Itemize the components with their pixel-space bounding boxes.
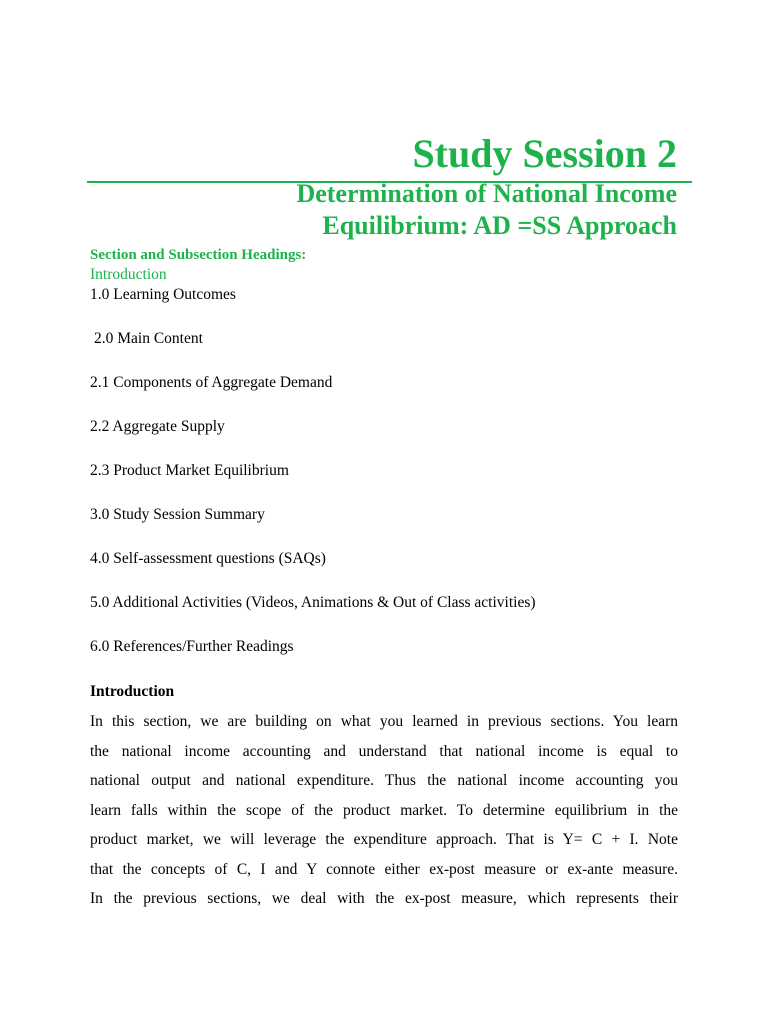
toc-item-session-summary: 3.0 Study Session Summary [90, 506, 265, 523]
paragraph-line: In the previous sections, we deal with the ex-post measure, which represents their [90, 890, 678, 907]
paragraph-line: In this section, we are building on what you learned in previous sections. You learn [90, 713, 678, 730]
toc-item-product-market-equilibrium: 2.3 Product Market Equilibrium [90, 462, 289, 479]
introduction-heading: Introduction [90, 683, 175, 700]
toc-item-main-content: 2.0 Main Content [94, 330, 203, 347]
session-title: Study Session 2 [412, 131, 677, 176]
toc-item-additional-activities: 5.0 Additional Activities (Videos, Animations & Out of Class activities) [90, 594, 536, 611]
subtitle-line-2: Equilibrium: AD =SS Approach [322, 211, 677, 240]
paragraph-line: learn falls within the scope of the product market. To determine equilibrium in the [90, 801, 678, 819]
paragraph-line: national output and national expenditure. Thus the national income accounting you [90, 772, 678, 789]
toc-introduction-link[interactable]: Introduction [90, 266, 167, 283]
toc-item-aggregate-demand: 2.1 Components of Aggregate Demand [90, 374, 333, 391]
introduction-paragraph [90, 707, 678, 914]
toc-item-self-assessment: 4.0 Self-assessment questions (SAQs) [90, 550, 326, 567]
paragraph-line: product market, we will leverage the expenditure approach. That is Y= C + I. Note [90, 831, 678, 848]
session-subtitle [296, 178, 677, 242]
section-headings-label: Section and Subsection Headings: [90, 247, 307, 263]
subtitle-line-1: Determination of National Income [296, 179, 677, 208]
toc-item-aggregate-supply: 2.2 Aggregate Supply [90, 418, 225, 435]
toc-item-references: 6.0 References/Further Readings [90, 638, 294, 655]
toc-item-learning-outcomes: 1.0 Learning Outcomes [90, 286, 236, 303]
paragraph-line: that the concepts of C, I and Y connote either ex-post measure or ex-ante measure. [90, 860, 678, 878]
paragraph-line: the national income accounting and understand that national income is equal to [90, 742, 678, 760]
